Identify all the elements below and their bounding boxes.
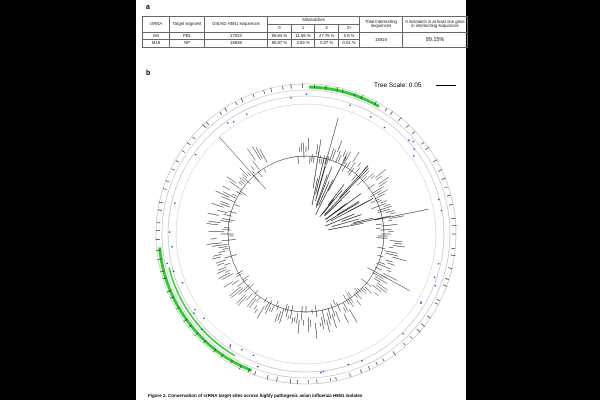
tree-branch bbox=[269, 308, 271, 312]
tree-branch bbox=[216, 260, 226, 263]
tree-branch bbox=[207, 224, 218, 225]
tree-branch bbox=[276, 301, 278, 307]
tree-branch bbox=[298, 156, 299, 164]
blue-marker-dot bbox=[435, 285, 437, 287]
blue-marker-dot bbox=[384, 127, 386, 129]
ring-marker bbox=[382, 358, 384, 361]
tree-branch bbox=[392, 257, 406, 261]
tree-branch bbox=[387, 270, 391, 272]
tree-branch bbox=[374, 292, 378, 295]
ring-marker bbox=[182, 151, 185, 153]
blue-marker-dot bbox=[253, 355, 255, 357]
tree-branch bbox=[225, 270, 230, 272]
cell-m3: 0.01 % bbox=[339, 40, 360, 48]
tree-branch bbox=[375, 194, 385, 199]
tree-branch bbox=[258, 171, 263, 177]
tree-branch bbox=[333, 300, 335, 305]
tree-branch bbox=[216, 191, 230, 197]
tree-branch bbox=[347, 161, 350, 167]
tree-branch bbox=[393, 245, 405, 247]
blue-marker-dot bbox=[229, 346, 231, 348]
tree-branch bbox=[389, 247, 393, 248]
tree-branch bbox=[247, 149, 255, 161]
tree-branch bbox=[218, 251, 225, 252]
blue-marker-dot bbox=[171, 246, 173, 248]
tree-branch bbox=[256, 147, 263, 158]
blue-marker-dot bbox=[434, 277, 436, 279]
tree-branch bbox=[385, 260, 392, 262]
blue-marker-dot bbox=[306, 93, 308, 95]
tree-branch bbox=[232, 194, 236, 196]
tree-branch bbox=[315, 323, 317, 339]
ring-marker bbox=[390, 112, 392, 115]
tree-branch bbox=[232, 280, 239, 285]
mismatch-table bbox=[142, 16, 468, 48]
tree-branch bbox=[384, 204, 391, 206]
tree-branch bbox=[331, 304, 335, 317]
blue-marker-dot bbox=[402, 333, 404, 335]
ring-marker bbox=[406, 125, 409, 128]
tree-branch bbox=[344, 314, 348, 323]
ring-marker bbox=[437, 299, 440, 301]
tree-branch bbox=[248, 172, 252, 176]
tree-branch bbox=[254, 305, 257, 309]
tree-branch bbox=[297, 313, 298, 323]
ring-marker bbox=[417, 329, 421, 332]
tree-branch bbox=[218, 246, 227, 247]
ring-marker bbox=[254, 371, 255, 375]
cell-gisaid: 19638 bbox=[205, 40, 268, 48]
tree-branch bbox=[338, 155, 341, 161]
ring-marker bbox=[421, 324, 425, 327]
tree-branch bbox=[390, 216, 404, 219]
outlier-branch bbox=[317, 118, 338, 195]
tree-branch bbox=[388, 220, 392, 221]
tree-branch bbox=[221, 201, 229, 204]
ring-marker bbox=[412, 132, 415, 134]
internal-branch bbox=[316, 180, 333, 215]
cell-target: PB1 bbox=[170, 32, 205, 40]
ring-marker bbox=[393, 351, 396, 355]
tree-branch bbox=[377, 200, 382, 202]
internal-branch bbox=[339, 168, 368, 198]
ring-marker bbox=[410, 336, 412, 338]
tree-branch bbox=[319, 155, 321, 163]
tree-branch bbox=[322, 310, 325, 324]
tree-branch bbox=[253, 161, 260, 171]
blue-marker-dot bbox=[361, 360, 363, 362]
internal-branch bbox=[322, 190, 342, 215]
cell-crrna: M4 bbox=[143, 32, 170, 40]
cell-target: NP bbox=[170, 40, 205, 48]
tree-branch bbox=[217, 263, 224, 266]
tree-branch bbox=[349, 309, 357, 322]
tree-branch bbox=[394, 243, 402, 244]
ring-marker bbox=[427, 316, 431, 318]
ring-marker bbox=[176, 161, 179, 163]
tree-branch bbox=[277, 305, 279, 310]
blue-marker-dot bbox=[257, 366, 259, 368]
tree-branch bbox=[336, 311, 340, 322]
tree-branch bbox=[330, 148, 334, 161]
ring-marker bbox=[253, 94, 254, 97]
tree-branch bbox=[217, 210, 227, 213]
tree-branch bbox=[355, 291, 361, 298]
tree-branch bbox=[387, 263, 395, 266]
tree-branch bbox=[275, 314, 278, 322]
tree-branch bbox=[386, 210, 394, 212]
col-mismatches: Mismatches bbox=[268, 17, 360, 25]
blue-marker-dot bbox=[169, 231, 171, 233]
ring-marker bbox=[336, 377, 337, 380]
tree-branch bbox=[380, 201, 386, 204]
cell-m1: 3.93 % bbox=[291, 40, 314, 48]
table-header-row bbox=[143, 17, 468, 25]
tree-branch bbox=[384, 251, 397, 254]
ring-marker bbox=[398, 117, 401, 121]
blue-marker-dot bbox=[420, 302, 422, 304]
tree-branch bbox=[320, 322, 321, 326]
tree-branch bbox=[222, 274, 233, 280]
blue-marker-dot bbox=[413, 155, 415, 157]
cell-gisaid: 17024 bbox=[205, 32, 268, 40]
cell-m2: 0.07 % bbox=[315, 40, 339, 48]
blue-marker-dot bbox=[195, 154, 197, 156]
ring-marker bbox=[193, 137, 195, 139]
tree-branch bbox=[378, 190, 388, 195]
blue-marker-dot bbox=[323, 370, 325, 372]
tree-branch bbox=[354, 294, 357, 298]
blue-marker-dot bbox=[227, 122, 229, 124]
tree-branch bbox=[212, 257, 221, 259]
ring-marker bbox=[445, 187, 448, 188]
ring-marker bbox=[445, 278, 449, 279]
tree-branch bbox=[368, 184, 375, 189]
blue-marker-dot bbox=[166, 262, 168, 264]
ring-marker bbox=[220, 112, 222, 115]
tree-branch bbox=[254, 290, 258, 295]
cell-m1: 11.56 % bbox=[291, 32, 314, 40]
tree-branch bbox=[271, 305, 274, 312]
panel-b-label: b bbox=[146, 70, 151, 77]
tree-branch bbox=[240, 177, 246, 182]
col-gisaid: GISAID H5N1 sequences bbox=[205, 17, 268, 33]
phylogenetic-tree bbox=[136, 76, 466, 400]
internal-branch bbox=[351, 216, 391, 224]
blue-marker-dot bbox=[290, 97, 292, 99]
blue-marker-dot bbox=[438, 199, 440, 201]
col-total: Total Intersecting sequences bbox=[360, 17, 403, 33]
tree-branch bbox=[313, 156, 314, 163]
tree-branch bbox=[207, 243, 222, 245]
tree-branch bbox=[288, 316, 289, 320]
blue-marker-dot bbox=[233, 121, 235, 123]
blue-marker-dot bbox=[230, 344, 232, 346]
tree-branch bbox=[343, 150, 346, 156]
ring-marker bbox=[165, 180, 169, 182]
tree-branch bbox=[343, 152, 347, 160]
tree-branch bbox=[222, 248, 228, 249]
tree-branch bbox=[353, 152, 360, 162]
tree-branch bbox=[372, 285, 381, 292]
tree-branch bbox=[292, 318, 293, 324]
tree-branch bbox=[255, 309, 258, 313]
col-zero: 0 mismatch in at least one gene in intersecting sequences bbox=[403, 17, 468, 33]
tree-branch bbox=[379, 262, 386, 265]
blue-marker-dot bbox=[408, 139, 410, 141]
tree-branch bbox=[327, 320, 330, 332]
tree-branch bbox=[230, 182, 243, 191]
green-highlight-arc bbox=[160, 247, 252, 370]
tree-branch bbox=[365, 287, 372, 293]
blue-marker-dot bbox=[241, 349, 243, 351]
tree-branch bbox=[385, 253, 398, 256]
tree-branch bbox=[371, 175, 375, 178]
cell-m0: 59.84 % bbox=[268, 32, 292, 40]
col-mm1: 1 bbox=[291, 24, 314, 32]
tree-branch bbox=[224, 282, 233, 288]
blue-marker-dot bbox=[182, 282, 184, 284]
tree-branch bbox=[321, 317, 323, 329]
ring-marker bbox=[421, 142, 424, 144]
blue-marker-dot bbox=[201, 329, 203, 331]
tree-branch bbox=[357, 176, 367, 185]
tree-branch bbox=[357, 300, 361, 305]
tree-branch bbox=[337, 141, 341, 152]
tree-branch bbox=[344, 308, 347, 313]
tree-branch bbox=[343, 295, 349, 305]
tree-branch bbox=[211, 203, 223, 207]
ring-marker bbox=[425, 147, 429, 150]
tree-branch bbox=[294, 317, 295, 322]
outlier-branch bbox=[367, 268, 409, 291]
ring-marker bbox=[385, 108, 387, 111]
table-row bbox=[143, 32, 468, 40]
ring-marker bbox=[376, 362, 377, 365]
tree-branch bbox=[376, 263, 390, 269]
annotation-ring bbox=[162, 90, 450, 378]
tree-branch bbox=[224, 254, 237, 258]
ring-marker bbox=[442, 178, 446, 180]
tree-branch bbox=[227, 177, 236, 184]
col-mm3: 3+ bbox=[339, 24, 360, 32]
tree-branch bbox=[376, 238, 387, 239]
blue-marker-dot bbox=[438, 263, 440, 265]
panel-a-label: a bbox=[146, 4, 150, 11]
tree-branch bbox=[223, 186, 230, 190]
tree-branch bbox=[376, 224, 382, 225]
col-mm0: 0 bbox=[268, 24, 292, 32]
tree-branch bbox=[332, 314, 336, 328]
ring-marker bbox=[172, 169, 175, 170]
tree-branch bbox=[213, 254, 222, 256]
cell-crrna: M18 bbox=[143, 40, 170, 48]
tree-branch bbox=[279, 309, 283, 323]
tree-branch bbox=[221, 196, 235, 202]
ring-marker bbox=[360, 370, 361, 373]
tree-branch bbox=[246, 294, 252, 301]
tree-branch bbox=[224, 263, 230, 265]
tree-branch bbox=[222, 218, 234, 220]
ring-marker bbox=[264, 90, 265, 94]
annotation-ring bbox=[176, 104, 436, 364]
ring-marker bbox=[368, 366, 370, 370]
tree-branch bbox=[380, 230, 391, 231]
tree-branch bbox=[257, 306, 264, 319]
blue-marker-dot bbox=[246, 113, 248, 115]
blue-marker-dot bbox=[194, 309, 196, 311]
tree-branch bbox=[251, 166, 254, 170]
tree-branch bbox=[321, 158, 322, 164]
tree-branch bbox=[363, 165, 368, 171]
tree-branch bbox=[257, 297, 260, 301]
cell-m0: 95.97 % bbox=[268, 40, 292, 48]
internal-branch bbox=[328, 223, 363, 230]
tree-branch bbox=[361, 289, 366, 294]
ring-marker bbox=[449, 204, 453, 205]
tree-branch bbox=[218, 273, 229, 279]
tree-scale-label: Tree Scale: 0.05 bbox=[374, 82, 422, 89]
tree-branch bbox=[209, 221, 221, 223]
ring-marker bbox=[202, 124, 205, 128]
ring-marker bbox=[435, 303, 438, 305]
tree-branch bbox=[358, 163, 361, 167]
tree-branch bbox=[390, 241, 402, 242]
tree-branch bbox=[326, 156, 329, 165]
blue-marker-dot bbox=[441, 210, 443, 212]
cell-total-intersecting: 16919 bbox=[360, 32, 403, 48]
internal-branch bbox=[312, 178, 318, 205]
tree-branch bbox=[285, 304, 287, 311]
tree-branch bbox=[265, 302, 269, 310]
ring-marker bbox=[447, 195, 451, 196]
cell-zero-mismatch: 99.15% bbox=[403, 32, 468, 48]
ring-marker bbox=[283, 86, 284, 90]
tree-branch bbox=[379, 182, 387, 187]
tree-branch bbox=[381, 224, 397, 226]
blue-marker-dot bbox=[320, 372, 322, 374]
tree-branch bbox=[242, 275, 249, 280]
tree-branch bbox=[221, 220, 232, 222]
cell-m3: 0.8 % bbox=[339, 32, 360, 40]
tree-branch bbox=[208, 213, 219, 215]
tree-branch bbox=[298, 320, 299, 334]
ring-marker bbox=[403, 343, 405, 345]
blue-marker-dot bbox=[348, 364, 350, 366]
tree-branch bbox=[377, 247, 385, 248]
tree-branch bbox=[252, 171, 255, 174]
ring-marker bbox=[163, 188, 167, 189]
annotation-ring bbox=[168, 96, 444, 372]
blue-marker-dot bbox=[173, 271, 175, 273]
col-target: Target segment bbox=[170, 17, 205, 33]
blue-marker-dot bbox=[414, 148, 416, 150]
blue-marker-dot bbox=[370, 116, 372, 118]
tree-branch bbox=[390, 213, 395, 214]
blue-marker-dot bbox=[203, 318, 205, 320]
ring-marker bbox=[225, 108, 227, 111]
col-mm2: 2 bbox=[315, 24, 339, 32]
tree-branch bbox=[336, 302, 340, 311]
tree-branch bbox=[253, 175, 260, 182]
tree-branch bbox=[316, 144, 317, 154]
tree-branch bbox=[290, 305, 293, 319]
ring-marker bbox=[206, 122, 209, 125]
outlier-branch bbox=[219, 137, 266, 189]
tree-branch bbox=[379, 177, 389, 184]
blue-marker-dot bbox=[349, 104, 351, 106]
tree-branch bbox=[238, 182, 242, 185]
tree-branch bbox=[336, 151, 341, 163]
tree-branch bbox=[264, 169, 266, 172]
tree-branch bbox=[212, 244, 227, 246]
ring-marker bbox=[158, 210, 162, 211]
tree-branch bbox=[301, 306, 302, 320]
tree-branch bbox=[371, 199, 379, 203]
tree-branch bbox=[361, 279, 371, 287]
blue-marker-dot bbox=[412, 141, 414, 143]
col-crrna: crRNA bbox=[143, 17, 170, 33]
tree-branch bbox=[234, 204, 239, 206]
tree-branch bbox=[228, 211, 236, 213]
outlier-branch bbox=[375, 209, 429, 220]
cell-m2: 27.75 % bbox=[315, 32, 339, 40]
tree-branch bbox=[355, 168, 360, 174]
ring-marker bbox=[350, 373, 351, 376]
tree-branch bbox=[343, 303, 348, 312]
tree-branch bbox=[312, 154, 313, 162]
internal-branch bbox=[328, 156, 346, 191]
blue-marker-dot bbox=[193, 312, 195, 314]
tree-branch bbox=[222, 240, 236, 241]
figure-caption: Figure 2. Conservation of crRNA target sites across highly pathogenic avian influenza H5N1 isolates bbox=[148, 393, 363, 398]
figure-page bbox=[136, 0, 466, 400]
ring-marker bbox=[236, 102, 238, 105]
blue-marker-dot bbox=[174, 202, 176, 204]
ring-marker bbox=[187, 142, 190, 144]
